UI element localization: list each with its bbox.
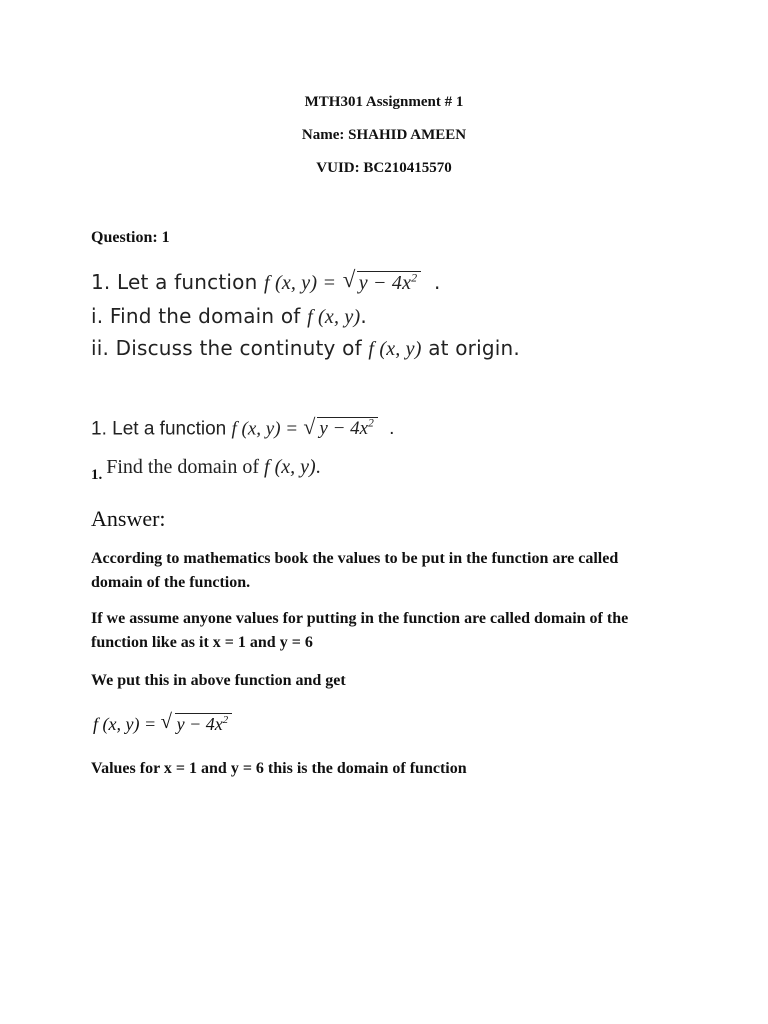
student-vuid: VUID: BC210415570 bbox=[316, 160, 452, 176]
question-line-1 bbox=[91, 267, 441, 295]
paragraph-assumption: If we assume anyone values for putting in the function are called domain of the function like as it x = 1 and y = 6 bbox=[91, 610, 629, 651]
question-line-2-suffix: . bbox=[360, 304, 367, 328]
restated-line-1-func: f (x, y) = bbox=[231, 418, 299, 440]
question-line-2-prefix: i. Find the domain of bbox=[91, 304, 301, 328]
restated-item-prefix: Find the domain of bbox=[106, 456, 260, 478]
restated-line-1-sqrt: √ $y - 4x^2$ bbox=[303, 418, 377, 440]
question-line-1-suffix: . bbox=[433, 270, 441, 294]
question-line-1-radicand: y − 4x bbox=[358, 272, 412, 294]
restated-item-number: 1. bbox=[91, 467, 103, 483]
restated-line-1-suffix: . bbox=[389, 418, 395, 440]
restated-line-1 bbox=[91, 415, 395, 440]
question-line-3-prefix: ii. Discuss the continuty of bbox=[91, 336, 362, 360]
conclusion-text: Values for x = 1 and y = 6 this is the domain of function bbox=[91, 760, 467, 777]
question-line-3-func: f (x, y) bbox=[368, 338, 422, 360]
formula-func: f (x, y) = bbox=[93, 714, 157, 734]
paragraph-definition: According to mathematics book the values to be put in the function are called domain of the function. bbox=[91, 550, 619, 591]
question-heading: Question: 1 bbox=[91, 229, 170, 246]
restated-item-suffix: . bbox=[315, 456, 321, 478]
restated-line-1-exponent: 2 bbox=[368, 418, 374, 430]
restated-line-1-prefix: 1. Let a function bbox=[91, 418, 227, 440]
paragraph-substitution: We put this in above function and get bbox=[91, 672, 346, 689]
question-line-1-sqrt: √ $y - 4x^2$ bbox=[343, 270, 422, 295]
assignment-title: MTH301 Assignment # 1 bbox=[304, 94, 464, 110]
question-line-3-suffix: at origin. bbox=[428, 336, 520, 360]
question-line-2-func: f (x, y) bbox=[307, 306, 361, 328]
formula bbox=[93, 711, 232, 735]
question-line-1-exponent: 2 bbox=[411, 270, 418, 285]
restated-item bbox=[91, 456, 321, 485]
formula-radicand: y − 4x bbox=[176, 714, 223, 734]
restated-item-func: f (x, y) bbox=[264, 456, 316, 478]
question-line-2 bbox=[91, 304, 367, 329]
question-line-3 bbox=[91, 336, 520, 361]
student-name: Name: SHAHID AMEEN bbox=[301, 127, 467, 143]
formula-sqrt: √ $y - 4x^2$ bbox=[161, 714, 233, 735]
answer-heading: Answer: bbox=[91, 506, 166, 531]
restated-line-1-radicand: y − 4x bbox=[319, 418, 369, 440]
question-line-1-prefix: 1. Let a function bbox=[91, 270, 258, 294]
formula-exponent: 2 bbox=[222, 714, 229, 726]
question-line-1-func: f (x, y) = bbox=[264, 272, 337, 294]
